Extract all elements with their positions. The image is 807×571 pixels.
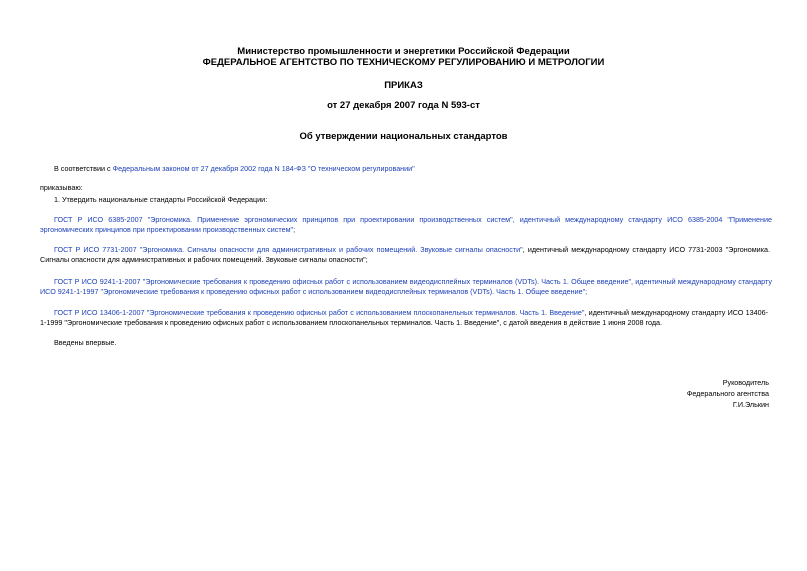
signature-position-line2: Федерального агентства bbox=[686, 389, 769, 398]
signature-position-line1: Руководитель bbox=[722, 378, 769, 387]
standard-4-link[interactable]: ГОСТ Р ИСО 13406-1-2007 "Эргономические требования к проведению офисных работ с использованием плоскопанельных терминалов. Часть 1. Введение" bbox=[54, 308, 585, 317]
standard-4-line1 bbox=[54, 308, 768, 318]
standard-1-line2-link[interactable]: эргономических принципов при проектировании производственных систем"; bbox=[40, 225, 296, 234]
doc-type-heading: ПРИКАЗ bbox=[384, 80, 423, 91]
ministry-heading: Министерство промышленности и энергетики Российской Федерации bbox=[237, 46, 570, 57]
standard-2-line1-rest: , идентичный международному стандарту ИСО 7731-2003 "Эргономика. bbox=[522, 245, 770, 254]
date-number: от 27 декабря 2007 года N 593-ст bbox=[327, 100, 480, 111]
federal-law-link[interactable]: Федеральным законом от 27 декабря 2002 года N 184-ФЗ "О техническом регулировании" bbox=[112, 164, 415, 173]
introduced-note: Введены впервые. bbox=[54, 338, 117, 347]
standard-3-line2-link[interactable]: ИСО 9241-1-1997 "Эргономические требования к проведению офисных работ с использованием видеодисплейных терминалов (VDTs). Часть 1. Общее введение"; bbox=[40, 287, 588, 296]
document-title: Об утверждении национальных стандартов bbox=[299, 131, 508, 142]
standard-3-line1-link[interactable]: ГОСТ Р ИСО 9241-1-2007 "Эргономические требования к проведению офисных работ с использованием видеодисплейных терминалов (VDTs). Часть 1. Общее введение", идентичный международному стандарту bbox=[54, 277, 772, 286]
standard-2-line2: Сигналы опасности для административных и рабочих помещений. Звуковые сигналы опасности"; bbox=[40, 255, 368, 264]
preamble bbox=[54, 164, 415, 174]
agency-heading: ФЕДЕРАЛЬНОЕ АГЕНТСТВО ПО ТЕХНИЧЕСКОМУ РЕГУЛИРОВАНИЮ И МЕТРОЛОГИИ bbox=[202, 57, 605, 68]
standard-2-link[interactable]: ГОСТ Р ИСО 7731-2007 "Эргономика. Сигналы опасности для административных и рабочих помещений. Звуковые сигналы опасности" bbox=[54, 245, 523, 254]
standard-4-line2: 1-1999 "Эргономические требования к проведению офисных работ с использованием плоскопанельных терминалов. Часть 1. Введение", с датой введения в действие 1 июня 2008 года. bbox=[40, 318, 663, 327]
standard-4-line1-rest: , идентичный международному стандарту ИСО 13406- bbox=[584, 308, 768, 317]
item-1: 1. Утвердить национальные стандарты Российской Федерации: bbox=[54, 195, 268, 204]
standard-1-line1-link[interactable]: ГОСТ Р ИСО 6385-2007 "Эргономика. Применение эргономических принципов при проектировании производственных систем", идентичный международному стандарту ИСО 6385-2004 "Применение bbox=[54, 215, 772, 224]
signature-name: Г.И.Элькин bbox=[732, 400, 769, 409]
standard-2-line1 bbox=[54, 245, 770, 255]
order-word: приказываю: bbox=[40, 183, 83, 192]
preamble-lead: В соответствии с bbox=[54, 164, 113, 173]
